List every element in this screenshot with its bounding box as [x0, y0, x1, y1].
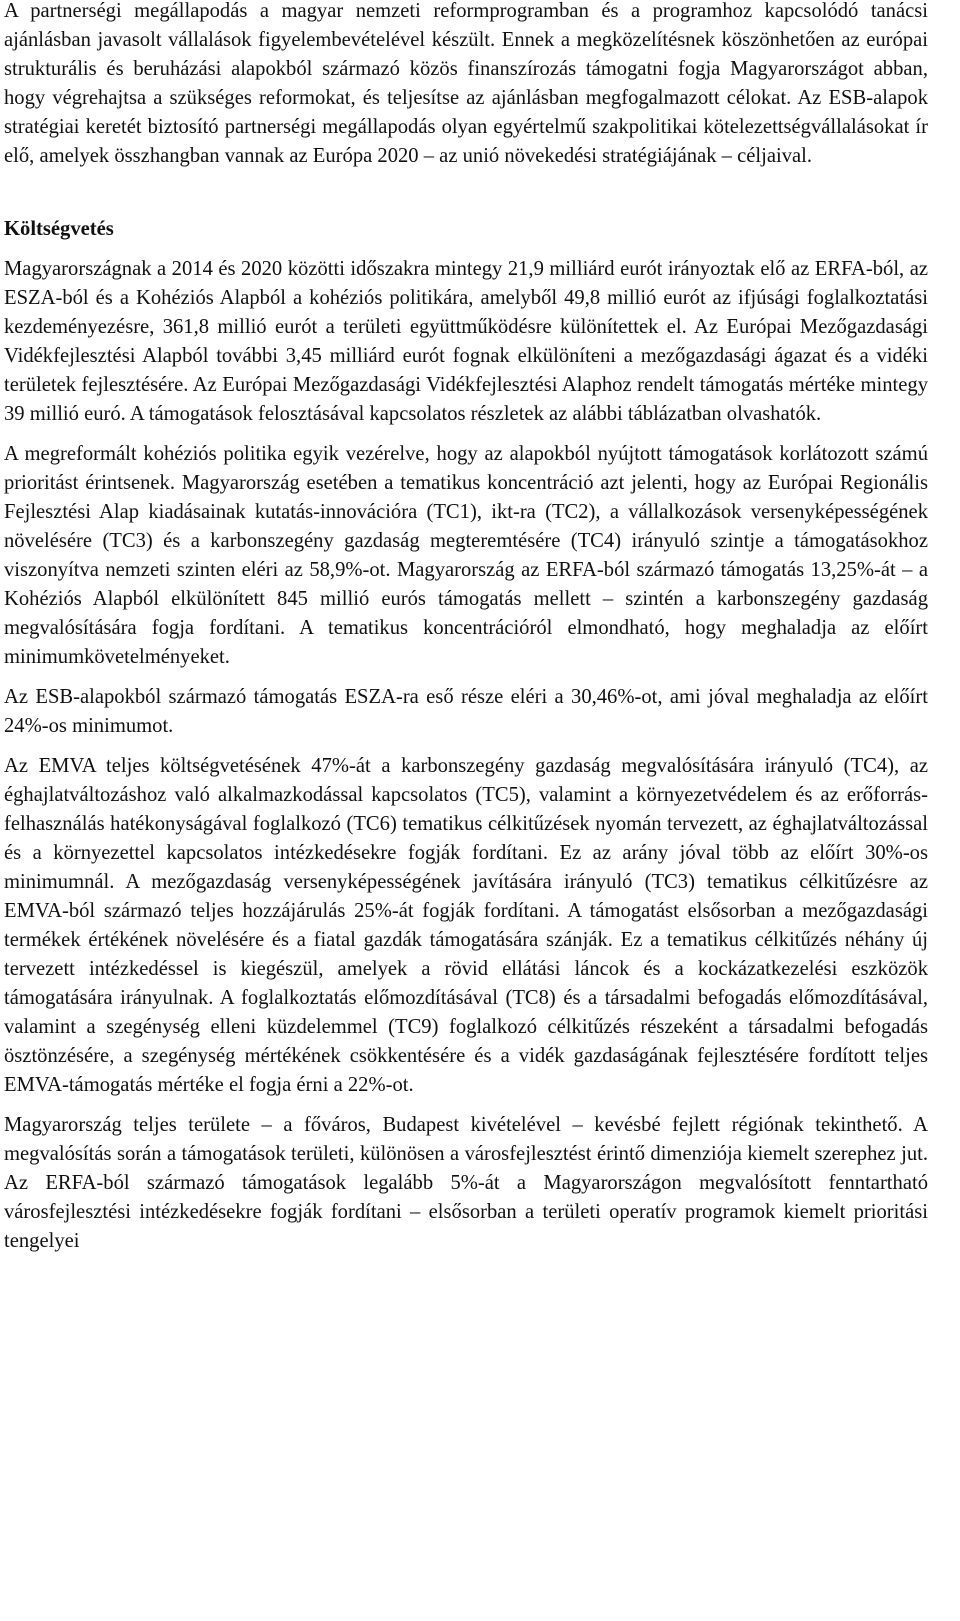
- document-page: [4, 0, 928, 1256]
- eafrd-paragraph: Az EMVA teljes költségvetésének 47%-át a karbonszegény gazdaság megvalósítására irányuló (TC4), az éghajlatváltozáshoz való alkalmazkodással kapcsolatos (TC5), valamint a környezetvédelem és az erőforrás-felhasználás hatékonyságával foglalkozó (TC6) tematikus célkitűzések nyomán tervezett, az éghajlatváltozással és a környezettel kapcsolatos intézkedésekre fogják fordítani. Ez az arány jóval több az előírt 30%-os minimumnál. A mezőgazdaság versenyképességének javítására irányuló (TC3) tematikus célkitűzésre az EMVA-ból származó teljes hozzájárulás 25%-át fogják fordítani. A támogatást elsősorban a mezőgazdasági termékek értékének növelésére és a fiatal gazdák támogatására szánják. Ez a tematikus célkitűzés néhány új tervezett intézkedéssel is kiegészül, amelyek a rövid ellátási láncok és a kockázatkezelési eszközök támogatására irányulnak. A foglalkoztatás előmozdításával (TC8) és a társadalmi befogadás előmozdításával, valamint a szegénység elleni küzdelemmel (TC9) foglalkozó célkitűzés részeként a társadalmi befogadás ösztönzésére, a szegénység mértékének csökkentésére és a vidék gazdaságának fejlesztésére fordított teljes EMVA-támogatás mértéke el fogja érni a 22%-ot.: [4, 755, 928, 1096]
- intro-paragraph: A partnerségi megállapodás a magyar nemzeti reformprogramban és a programhoz kapcsolódó tanácsi ajánlásban javasolt vállalások figyelembevételével készült. Ennek a megközelítésnek köszönhetően az európai strukturális és beruházási alapokból származó közös finanszírozás támogatni fogja Magyarországot abban, hogy végrehajtsa a szükséges reformokat, és teljesítse az ajánlásban megfogalmazott célokat. Az ESB-alapok stratégiai keretét biztosító partnerségi megállapodás olyan egyértelmű szakpolitikai kötelezettségvállalásokat ír elő, amelyek összhangban vannak az Európa 2020 – az unió növekedési stratégiájának – céljaival.: [4, 0, 928, 167]
- territory-paragraph: Magyarország teljes területe – a főváros, Budapest kivételével – kevésbé fejlett régiónak tekinthető. A megvalósítás során a támogatások területi, különösen a városfejlesztést érintő dimenziója kiemelt szerephez jut. Az ERFA-ból származó támogatások legalább 5%-át a Magyarországon megvalósított fenntartható városfejlesztési intézkedésekre fogják fordítani – elsősorban a területi operatív programok kiemelt prioritási tengelyei: [4, 1114, 928, 1252]
- section-heading: Költségvetés: [4, 218, 114, 240]
- thematic-concentration-paragraph: A megreformált kohéziós politika egyik vezérelve, hogy az alapokból nyújtott támogatások korlátozott számú prioritást érintsenek. Magyarország esetében a tematikus koncentráció azt jelenti, hogy az Európai Regionális Fejlesztési Alap kiadásainak kutatás-innovációra (TC1), ikt-ra (TC2), a vállalkozások versenyképességének növelésére (TC3) és a karbonszegény gazdaság megteremtésére (TC4) irányuló szintje a támogatásokhoz viszonyítva nemzeti szinten eléri az 58,9%-ot. Magyarország az ERFA-ból származó támogatás 13,25%-át – a Kohéziós Alapból elkülönített 845 millió eurós támogatás mellett – szintén a karbonszegény gazdaság megvalósítására fogja fordítani. A tematikus koncentrációról elmondható, hogy meghaladja az előírt minimumkövetelményeket.: [4, 443, 928, 668]
- esf-share-paragraph: Az ESB-alapokból származó támogatás ESZA-ra eső része eléri a 30,46%-ot, ami jóval meghaladja az előírt 24%-os minimumot.: [4, 686, 928, 737]
- budget-paragraph-1: Magyarországnak a 2014 és 2020 közötti időszakra mintegy 21,9 milliárd eurót irányoztak elő az ERFA-ból, az ESZA-ból és a Kohéziós Alapból a kohéziós politikára, amelyből 49,8 millió eurót az ifjúsági foglalkoztatási kezdeményezésre, 361,8 millió eurót a területi együttműködésre különítettek el. Az Európai Mezőgazdasági Vidékfejlesztési Alapból további 3,45 milliárd eurót fognak elkülöníteni a mezőgazdasági ágazat és a vidéki területek fejlesztésére. Az Európai Mezőgazdasági Vidékfejlesztési Alaphoz rendelt támogatás mértéke mintegy 39 millió euró. A támogatások felosztásával kapcsolatos részletek az alábbi táblázatban olvashatók.: [4, 258, 928, 425]
